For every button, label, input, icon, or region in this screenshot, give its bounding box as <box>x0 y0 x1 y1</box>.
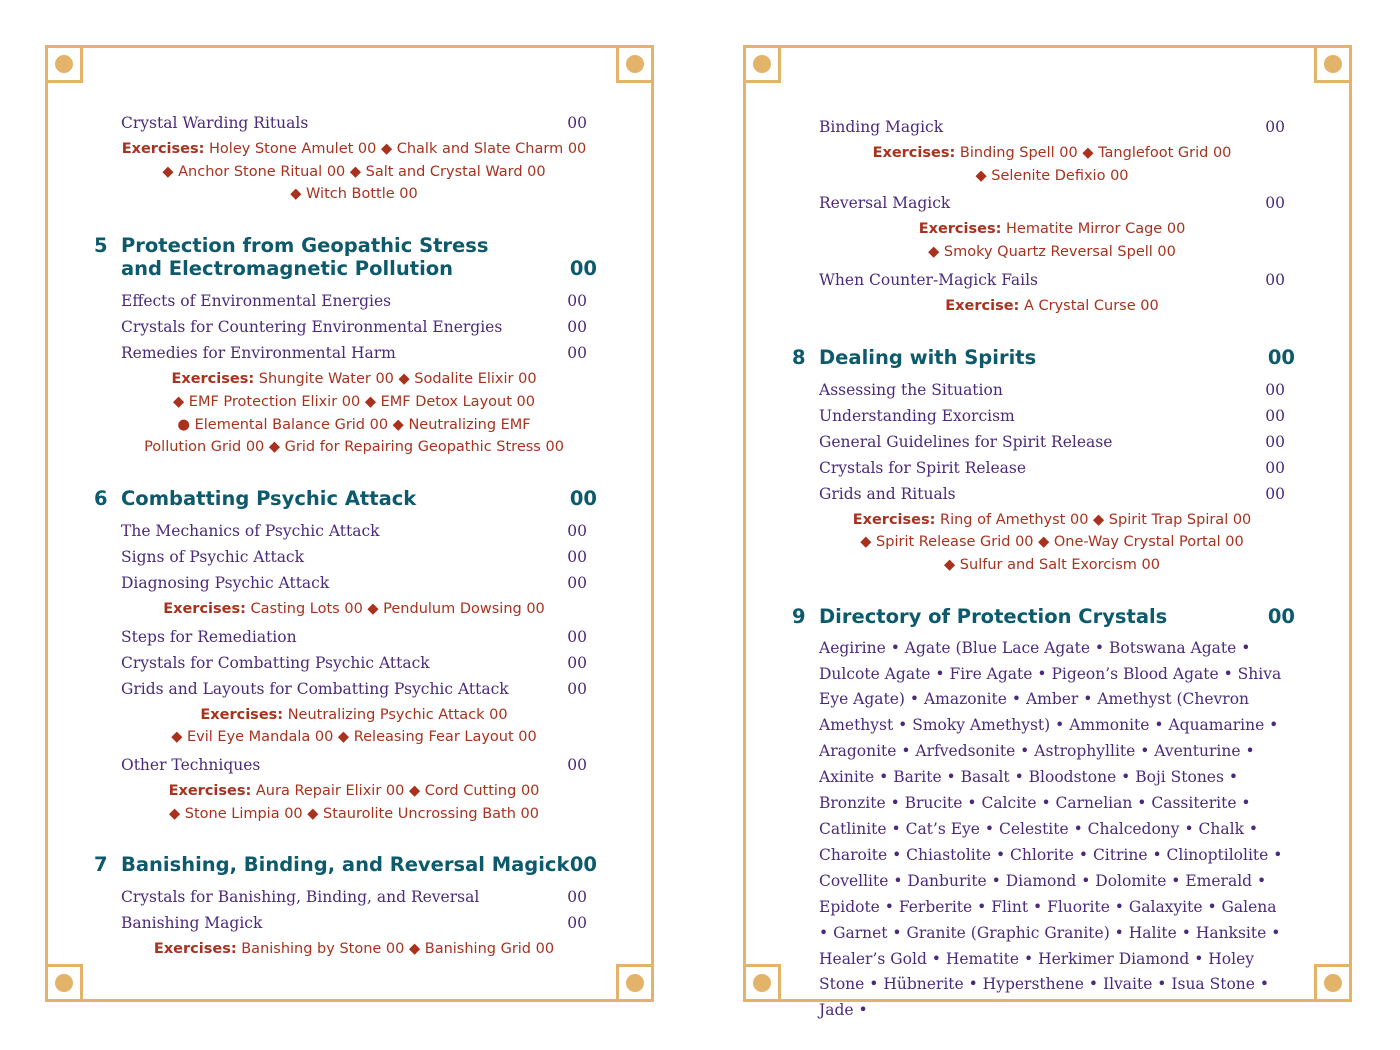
corner-ornament <box>1314 964 1352 1002</box>
corner-ornament <box>743 964 781 1002</box>
toc-entry: Steps for Remediation 00 <box>121 627 587 646</box>
toc-entry: Binding Magick 00 <box>819 118 1285 136</box>
chapter-heading-9: 9 Directory of Protection Crystals 00 <box>792 604 1295 628</box>
right-page <box>743 45 1352 1020</box>
toc-entry: Banishing Magick 00 <box>121 914 587 933</box>
toc-entry: Crystals for Banishing, Binding, and Reversal 00 <box>121 888 587 907</box>
toc-entry: Crystal Warding Rituals 00 <box>121 114 587 132</box>
toc-entry: Grids and Layouts for Combatting Psychic Attack 00 <box>121 679 587 698</box>
corner-ornament <box>1314 45 1352 83</box>
toc-entry: Effects of Environmental Energies 00 <box>121 292 587 311</box>
exercise-list: Exercises: Shungite Water 00 ◆ Sodalite Elixir 00 ◆ EMF Protection Elixir 00 ◆ EMF Detox Layout 00 ● Elemental Balance Grid 00 ◆ Neutralizing EMF Pollution Grid 00 ◆ Grid for Repairing Geopathic Stress 00 <box>144 371 564 456</box>
toc-entry: Grids and Rituals 00 <box>819 484 1285 503</box>
chapter-heading-5: 5 Protection from Geopathic Stress and Electromagnetic Pollution 00 <box>94 234 597 281</box>
toc-entry: Crystals for Spirit Release 00 <box>819 458 1285 477</box>
toc-entry: Crystals for Countering Environmental Energies 00 <box>121 318 587 337</box>
left-page <box>45 45 654 1002</box>
toc-entry: General Guidelines for Spirit Release 00 <box>819 432 1285 451</box>
toc-entry: Other Techniques 00 <box>121 756 587 775</box>
toc-entry: When Counter-Magick Fails 00 <box>819 270 1285 289</box>
toc-entry: Reversal Magick 00 <box>819 194 1285 213</box>
corner-ornament <box>743 45 781 83</box>
chapter-heading-7: 7 Banishing, Binding, and Reversal Magick 00 <box>94 853 597 877</box>
corner-ornament <box>45 964 83 1002</box>
toc-entry: Understanding Exorcism 00 <box>819 406 1285 425</box>
toc-entry: Crystals for Combatting Psychic Attack 00 <box>121 653 587 672</box>
exercise-list: Exercises: Holey Stone Amulet 00 ◆ Chalk and Slate Charm 00 ◆ Anchor Stone Ritual 00 ◆ Salt and Crystal Ward 00 ◆ Witch Bottle 00 <box>121 141 587 203</box>
exercise-list: Exercise: A Crystal Curse 00 <box>945 297 1159 314</box>
chapter-heading-6: 6 Combatting Psychic Attack 00 <box>94 486 597 510</box>
exercise-list: Exercises: Neutralizing Psychic Attack 00 ◆ Evil Eye Mandala 00 ◆ Releasing Fear Layout 00 <box>171 706 537 746</box>
toc-entry: Signs of Psychic Attack 00 <box>121 547 587 566</box>
exercise-list: Exercises: Aura Repair Elixir 00 ◆ Cord Cutting 00 ◆ Stone Limpia 00 ◆ Staurolite Uncrossing Bath 00 <box>168 783 540 822</box>
exercise-list: Exercises: Casting Lots 00 ◆ Pendulum Dowsing 00 <box>163 600 545 617</box>
toc-entry: The Mechanics of Psychic Attack 00 <box>121 521 587 540</box>
exercise-list: Exercises: Hematite Mirror Cage 00 ◆ Smoky Quartz Reversal Spell 00 <box>918 221 1186 261</box>
chapter-heading-8: 8 Dealing with Spirits 00 <box>792 345 1295 369</box>
corner-ornament <box>616 964 654 1002</box>
corner-ornament <box>45 45 83 83</box>
crystal-directory: Aegirine • Agate (Blue Lace Agate • Botswana Agate • Dulcote Agate • Fire Agate • Pigeon’s Blood Agate • Shiva Eye Agate) • Amazonite • Amber • Amethyst (Chevron Amethyst • Smoky Amethyst) • Ammonite • Aquamarine • Aragonite • Arfvedsonite • Astrophyllite • Aventurine • Axinite • Barite • Basalt • Bloodstone • Boji Stones • Bronzite • Brucite • Calcite • Carnelian • Cassiterite • Catlinite • Cat’s Eye • Celestite • Chalcedony • Chalk • Charoite • Chiastolite • Chlorite • Citrine • Clinoptilolite • Covellite • Danburite • Diamond • Dolomite • Emerald • Epidote • Ferberite • Flint • Fluorite • Galaxyite • Galena • Garnet • Granite (Graphic Granite) • Halite • Hanksite • Healer’s Gold • Hematite • Herkimer Diamond • Holey Stone • Hübnerite • Hypersthene • Ilvaite • Isua Stone • Jade • <box>819 638 1283 1020</box>
exercise-list: Exercises: Binding Spell 00 ◆ Tanglefoot Grid 00 ◆ Selenite Defixio 00 <box>872 145 1232 184</box>
toc-entry: Assessing the Situation 00 <box>819 380 1285 399</box>
corner-ornament <box>616 45 654 83</box>
toc-entry: Remedies for Environmental Harm 00 <box>121 344 587 363</box>
toc-entry: Diagnosing Psychic Attack 00 <box>121 573 587 592</box>
exercise-list: Exercises: Ring of Amethyst 00 ◆ Spirit Trap Spiral 00 ◆ Spirit Release Grid 00 ◆ One-Way Crystal Portal 00 ◆ Sulfur and Salt Exorcism 00 <box>852 511 1252 573</box>
exercise-list: Exercises: Banishing by Stone 00 ◆ Banishing Grid 00 <box>153 941 555 958</box>
